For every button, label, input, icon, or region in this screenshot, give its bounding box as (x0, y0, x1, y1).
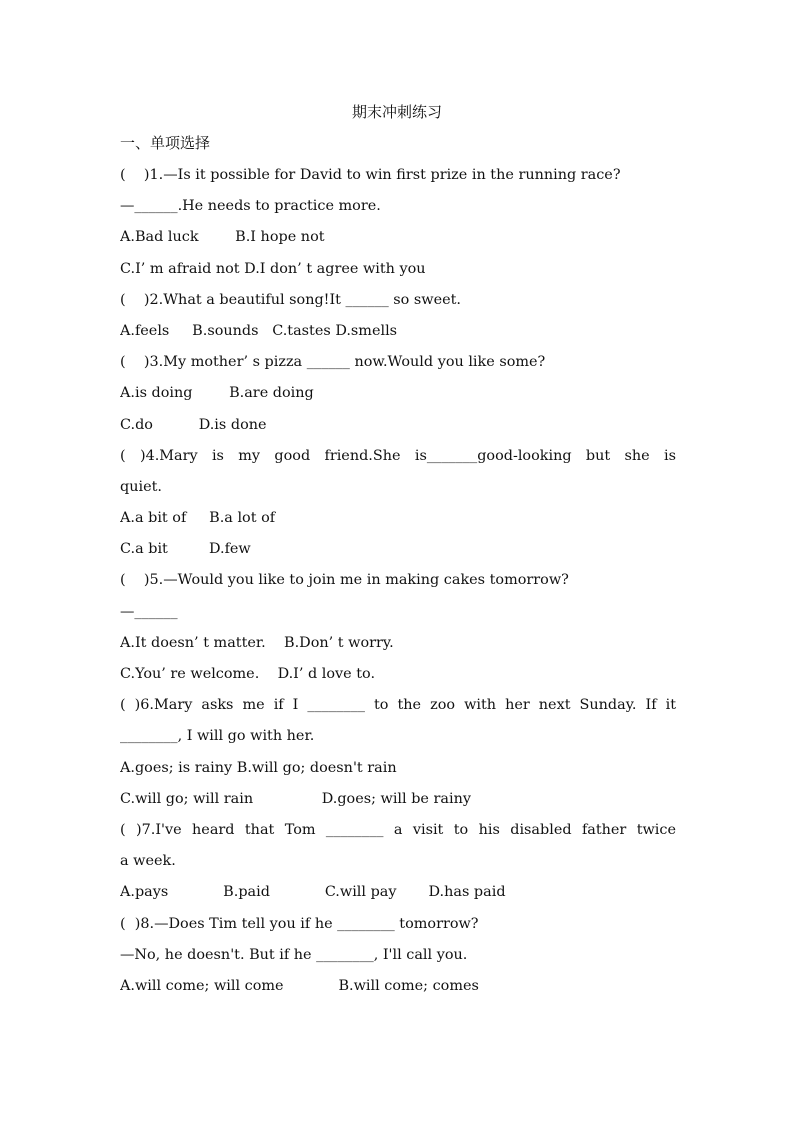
options-line: C.do D.is done (120, 416, 267, 433)
options-line: C.I’ m afraid not D.I don’ t agree with you (120, 260, 426, 277)
options-line: A.It doesn’ t matter. B.Don’ t worry. (120, 634, 394, 651)
question-line-continued: a week. (120, 853, 176, 870)
question-line: ( )6.Mary asks me if I ________ to the zoo with her next Sunday. If it (120, 697, 676, 714)
answer-line: —No, he doesn't. But if he ________, I'll call you. (120, 946, 468, 963)
options-line: A.will come; will come B.will come; comes (120, 977, 479, 994)
question-line-continued: ________, I will go with her. (120, 728, 315, 745)
options-line: A.a bit of B.a lot of (120, 510, 276, 527)
question-line: ( )8.—Does Tim tell you if he ________ tomorrow? (120, 915, 479, 932)
options-line: C.You’ re welcome. D.I’ d love to. (120, 666, 376, 682)
options-line: A.goes; is rainy B.will go; doesn't rain (120, 759, 397, 776)
question-line: ( )2.What a beautiful song!It ______ so sweet. (120, 291, 461, 308)
question-line: ( )5.—Would you like to join me in making cakes tomorrow? (120, 572, 569, 589)
options-line: A.Bad luck B.I hope not (120, 229, 325, 246)
page-title: 期末冲刺练习 (351, 103, 442, 121)
options-line: A.pays B.paid C.will pay D.has paid (120, 884, 506, 901)
options-line: A.feels B.sounds C.tastes D.smells (120, 322, 398, 339)
question-line: ( )4.Mary is my good friend.She is_______good-looking but she is (120, 447, 676, 464)
options-line: A.is doing B.are doing (120, 385, 314, 402)
question-line: ( )3.My mother’ s pizza ______ now.Would you like some? (120, 354, 546, 371)
options-line: C.will go; will rain D.goes; will be rainy (120, 790, 471, 807)
question-list (120, 165, 676, 1007)
answer-line: —______ (120, 603, 178, 620)
answer-line: —______.He needs to practice more. (120, 198, 381, 215)
section-heading: 一、单项选择 (120, 134, 211, 152)
question-line-continued: quiet. (120, 478, 162, 495)
question-line: ( )1.—Is it possible for David to win first prize in the running race? (120, 167, 621, 183)
options-line: C.a bit D.few (120, 541, 251, 558)
question-line: ( )7.I've heard that Tom ________ a visit to his disabled father twice (120, 821, 676, 838)
